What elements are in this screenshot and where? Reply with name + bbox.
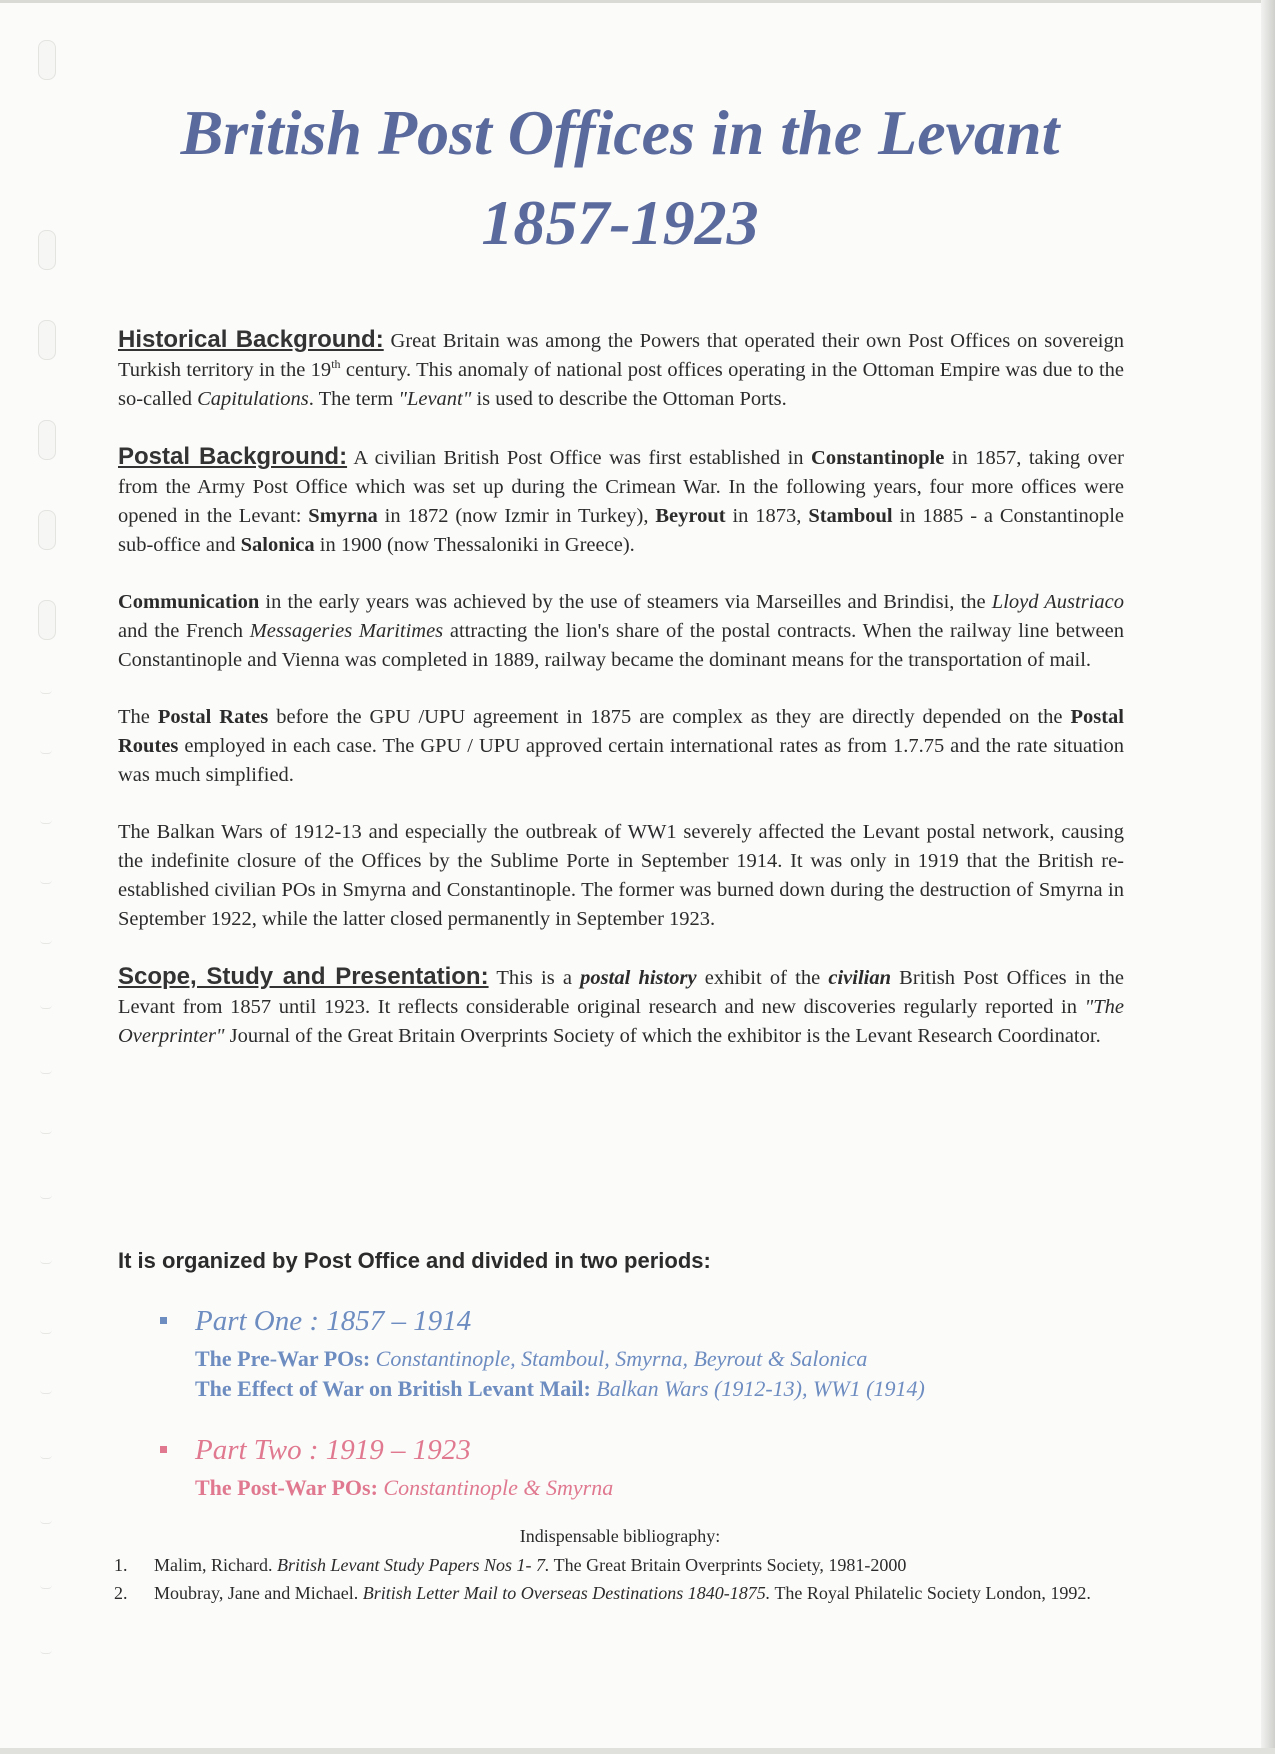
overprinter-journal: "The Overprinter" (118, 996, 1124, 1047)
post-war-offices: Constantinople & Smyrna (383, 1475, 614, 1500)
messageries-term: Messageries Maritimes (249, 620, 444, 642)
communication-term: Communication (118, 591, 260, 613)
communication-text: and the French (118, 620, 250, 642)
postal-heading: Postal Background: (118, 443, 348, 470)
communication-text: in the early years was achieved by the use of steamers via Marseilles and Brindisi, the (259, 591, 992, 613)
historical-paragraph (118, 325, 1124, 414)
punch-tick (40, 750, 52, 754)
communication-text: attracting the lion's share of the postal contracts. When the railway line between Constantinople and Vienna was completed in 1889, railway became the dominant means for the transportation of mail. (118, 620, 1124, 671)
punch-tick (40, 690, 52, 694)
war-effect-label: The Effect of War on British Levant Mail: (195, 1376, 597, 1401)
bibliography-number: 1. (114, 1555, 128, 1575)
historical-text: is used to describe the Ottoman Ports. (471, 388, 787, 410)
postal-paragraph (118, 442, 1124, 560)
postal-history-term: postal history (580, 967, 697, 989)
historical-heading: Historical Background: (118, 326, 384, 353)
balkan-paragraph: The Balkan Wars of 1912-13 and especially the outbreak of WW1 severely affected the Levant postal network, causing the indefinite closure of the Offices by the Sublime Porte in September 1914. It was only in 1919 that the British re-established civilian POs in Smyrna and Constantinople. The former was burned down during the destruction of Smyrna in September 1922, while the latter closed permanently in September 1923. (118, 821, 1124, 930)
war-effect-periods: Balkan Wars (1912-13), WW1 (1914) (596, 1376, 925, 1401)
punch-hole (38, 510, 56, 550)
pre-war-offices: Constantinople, Stamboul, Smyrna, Beyrout & Salonica (375, 1346, 868, 1371)
postal-text: A civilian British Post Office was first established in (347, 447, 812, 469)
bibliography-publisher: The Great Britain Overprints Society, 1981-2000 (549, 1555, 907, 1575)
superscript-th: th (331, 357, 341, 372)
postal-rates-term: Postal Rates (157, 706, 269, 728)
punch-tick (40, 1585, 52, 1589)
title-line-1: British Post Offices in the Levant (180, 97, 1060, 168)
punch-tick (40, 1390, 52, 1394)
lloyd-austriaco-term: Lloyd Austriaco (991, 591, 1124, 613)
post-war-label: The Post-War POs: (195, 1475, 384, 1500)
punch-hole (38, 600, 56, 640)
page-edge-right (1261, 0, 1275, 1754)
place-smyrna: Smyrna (308, 505, 378, 527)
punch-tick (40, 1130, 52, 1134)
scope-paragraph (118, 962, 1124, 1051)
postal-text: in 1872 (now Izmir in Turkey), (377, 505, 656, 527)
punch-hole (38, 420, 56, 460)
bibliography-title: British Levant Study Papers Nos 1- 7. (276, 1555, 550, 1575)
postal-text: in 1857, taking over from the Army Post Office which was set up during the Crimean War. In the following years, four more offices were opened in the Levant: (118, 447, 1124, 527)
punch-tick (40, 1650, 52, 1654)
place-salonica: Salonica (240, 534, 315, 556)
postal-text: in 1885 - a Constantinople sub-office and (118, 505, 1124, 556)
place-beyrout: Beyrout (655, 505, 726, 527)
bibliography-author: Malim, Richard. (154, 1555, 277, 1575)
punch-tick (40, 820, 52, 824)
punch-tick (40, 1260, 52, 1264)
part-one-line-2 (195, 1376, 925, 1402)
punch-tick (40, 1195, 52, 1199)
binder-punch-holes (30, 30, 60, 1730)
bibliography-item (114, 1552, 1124, 1578)
punch-tick (40, 1330, 52, 1334)
bibliography-publisher: The Royal Philatelic Society London, 1992. (770, 1583, 1091, 1603)
punch-tick (40, 1005, 52, 1009)
scope-text: British Post Offices in the Levant from 1857 until 1923. It reflects considerable original research and new discoveries regularly reported in (118, 967, 1124, 1018)
scope-text: This is a (488, 967, 581, 989)
organization-heading: It is organized by Post Office and divided in two periods: (118, 1248, 711, 1273)
bibliography-author: Moubray, Jane and Michael. (154, 1583, 363, 1603)
pre-war-label: The Pre-War POs: (195, 1346, 376, 1371)
postal-routes-term: Postal Routes (118, 706, 1125, 757)
rates-text: The (118, 706, 158, 728)
page-title (100, 88, 1140, 268)
bibliography-title: British Letter Mail to Overseas Destinations 1840-1875. (362, 1583, 771, 1603)
civilian-term: civilian (828, 967, 891, 989)
page-edge-bottom (0, 1748, 1275, 1754)
part-one-line-1 (195, 1346, 867, 1372)
levant-term: "Levant" (398, 388, 472, 410)
punch-tick (40, 880, 52, 884)
rates-text: before the GPU /UPU agreement in 1875 are complex as they are directly depended on the (268, 706, 1071, 728)
postal-text: in 1873, (725, 505, 809, 527)
page-edge-top (0, 0, 1275, 3)
place-constantinople: Constantinople (811, 447, 945, 469)
title-line-2: 1857-1923 (481, 187, 759, 258)
part-one-title: Part One : 1857 – 1914 (195, 1305, 472, 1337)
postal-text: in 1900 (now Thessaloniki in Greece). (314, 534, 635, 556)
part-two-title: Part Two : 1919 – 1923 (195, 1434, 471, 1466)
square-bullet-icon (160, 1317, 167, 1324)
part-two-line-1 (195, 1475, 613, 1501)
communication-paragraph (118, 588, 1124, 675)
punch-tick (40, 1070, 52, 1074)
historical-text: century. This anomaly of national post offices operating in the Ottoman Empire was due to the so-called (118, 359, 1124, 410)
bibliography-heading: Indispensable bibliography: (519, 1526, 721, 1546)
punch-tick (40, 1455, 52, 1459)
scope-text: Journal of the Great Britain Overprints Society of which the exhibitor is the Levant Research Coordinator. (224, 1025, 1101, 1047)
square-bullet-icon (160, 1446, 167, 1453)
scope-text: exhibit of the (696, 967, 829, 989)
capitulations-term: Capitulations (197, 388, 309, 410)
rates-text: employed in each case. The GPU / UPU approved certain international rates as from 1.7.75 and the rate situation was much simplified. (118, 735, 1124, 786)
place-stamboul: Stamboul (808, 505, 893, 527)
punch-hole (38, 40, 56, 80)
punch-tick (40, 1520, 52, 1524)
historical-text: Great Britain was among the Powers that operated their own Post Offices on sovereign Turkish territory in the 19 (118, 330, 1125, 381)
historical-text: . The term (308, 388, 399, 410)
punch-hole (38, 320, 56, 360)
bibliography-item (114, 1580, 1124, 1606)
scope-heading: Scope, Study and Presentation: (118, 963, 489, 990)
punch-hole (38, 230, 56, 270)
punch-tick (40, 940, 52, 944)
main-content (118, 325, 1124, 1051)
bibliography-number: 2. (114, 1583, 128, 1603)
rates-paragraph (118, 703, 1124, 790)
